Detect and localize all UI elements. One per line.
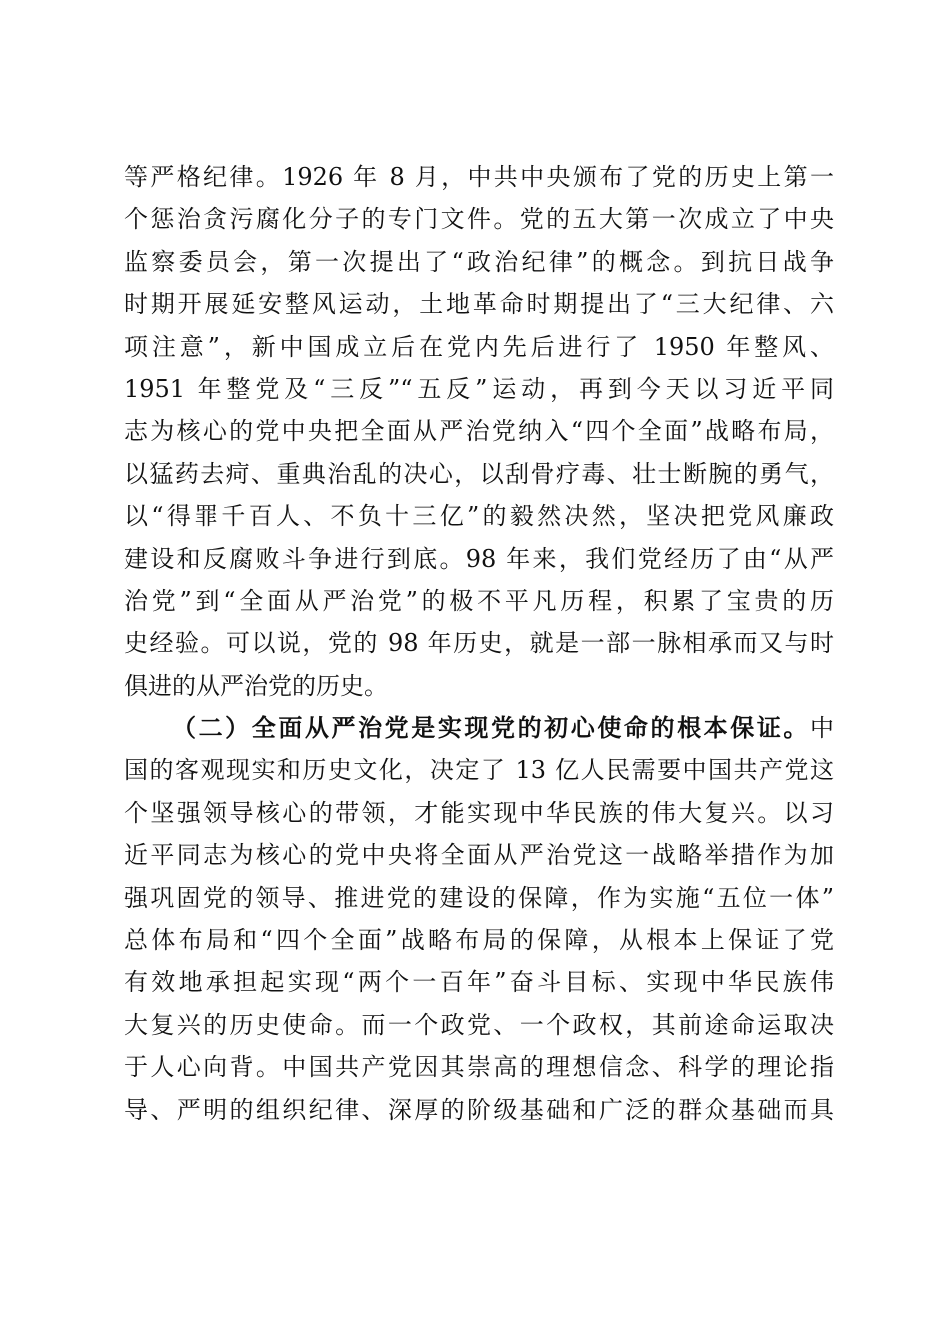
text-line: 时期开展延安整风运动，土地革命时期提出了“三大纪律、六 <box>124 290 834 319</box>
section-heading: （二）全面从严治党是实现党的初心使命的根本保证。 <box>172 714 810 743</box>
paragraph-1 <box>124 156 834 707</box>
text-line: 导、严明的组织纪律、深厚的阶级基础和广泛的群众基础而具 <box>124 1095 834 1124</box>
text-line: 1951 年整党及“三反”“五反”运动，再到今天以习近平同 <box>124 374 834 403</box>
text-line: 大复兴的历史使命。而一个政党、一个政权，其前途命运取决 <box>124 1010 834 1039</box>
text-line: 个坚强领导核心的带领，才能实现中华民族的伟大复兴。以习 <box>124 798 834 827</box>
paragraph-2-first-line <box>124 707 834 749</box>
text-line: 以猛药去疴、重典治乱的决心，以刮骨疗毒、壮士断腕的勇气， <box>124 459 834 488</box>
text-line: 志为核心的党中央把全面从严治党纳入“四个全面”战略布局， <box>124 417 834 446</box>
text-line: 近平同志为核心的党中央将全面从严治党这一战略举措作为加 <box>124 841 834 870</box>
text-line: 监察委员会，第一次提出了“政治纪律”的概念。到抗日战争 <box>124 247 834 276</box>
text-line: 国的客观现实和历史文化，决定了 13 亿人民需要中国共产党这 <box>124 756 834 785</box>
text-line: 有效地承担起实现“两个一百年”奋斗目标、实现中华民族伟 <box>124 968 834 997</box>
text-line: 史经验。可以说，党的 98 年历史，就是一部一脉相承而又与时 <box>124 629 834 658</box>
text-line: 等严格纪律。1926 年 8 月，中共中央颁布了党的历史上第一 <box>124 163 834 191</box>
text-line: 于人心向背。中国共产党因其崇高的理想信念、科学的理论指 <box>124 1053 834 1082</box>
text-line: 项注意”，新中国成立后在党内先后进行了 1950 年整风、 <box>124 332 834 361</box>
text-line: 俱进的从严治党的历史。 <box>124 671 388 700</box>
text-line: 总体布局和“四个全面”战略布局的保障，从根本上保证了党 <box>124 926 834 955</box>
text-line: 建设和反腐败斗争进行到底。98 年来，我们党经历了由“从严 <box>124 544 834 573</box>
body-text <box>124 156 834 1131</box>
heading-continuation: 中 <box>810 714 834 743</box>
text-line: 强巩固党的领导、推进党的建设的保障，作为实施“五位一体” <box>124 883 834 912</box>
text-line: 治党”到“全面从严治党”的极不平凡历程，积累了宝贵的历 <box>124 586 834 615</box>
text-line: 个惩治贪污腐化分子的专门文件。党的五大第一次成立了中央 <box>124 205 834 234</box>
text-line: 以“得罪千百人、不负十三亿”的毅然决然，坚决把党风廉政 <box>124 502 834 531</box>
paragraph-2 <box>124 707 834 1131</box>
